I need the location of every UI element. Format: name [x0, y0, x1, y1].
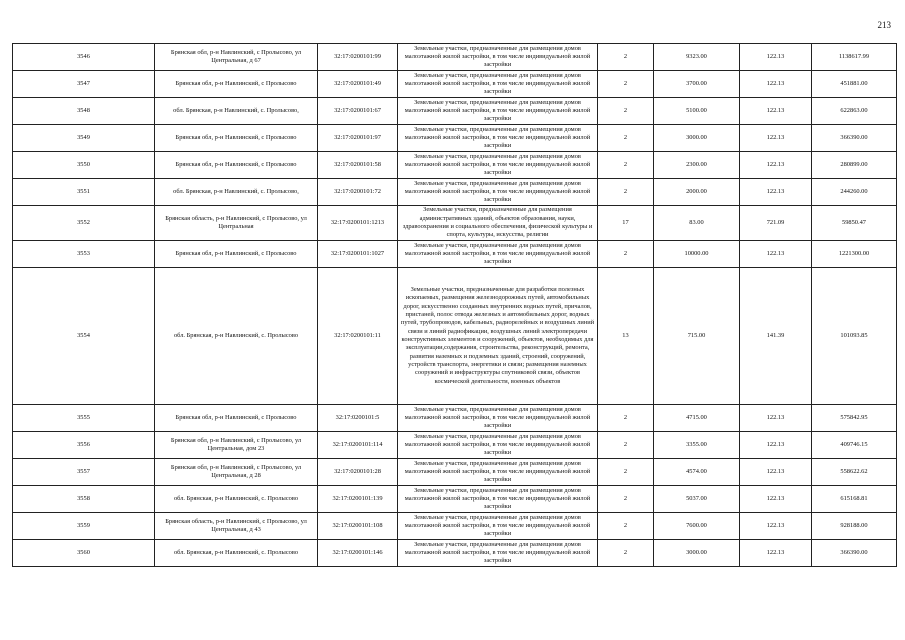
- land-use-cell: Земельные участки, предназначенные для размещения домов малоэтажной жилой застройки, в том числе индивидуальной жилой застройки: [398, 179, 598, 206]
- group-number-cell: 2: [598, 513, 654, 540]
- area-cell: 3000.00: [654, 125, 740, 152]
- cadastral-value-cell: 451881.00: [812, 71, 897, 98]
- table-row: [13, 432, 897, 459]
- group-number-cell: 2: [598, 125, 654, 152]
- area-cell: 4574.00: [654, 459, 740, 486]
- specific-value-cell: 122.13: [740, 405, 812, 432]
- table-row: [13, 268, 897, 405]
- cadastral-value-cell: 575842.95: [812, 405, 897, 432]
- cadastral-value-cell: 409746.15: [812, 432, 897, 459]
- table-row: [13, 44, 897, 71]
- cadastral-value-cell: 280899.00: [812, 152, 897, 179]
- group-number-cell: 2: [598, 98, 654, 125]
- table-row: [13, 98, 897, 125]
- cadastral-number-cell: 32:17:0200101:146: [318, 540, 398, 567]
- area-cell: 715.00: [654, 268, 740, 405]
- address-cell: Брянская обл, р-н Навлинский, с Пролысово, ул Центральная, д 67: [155, 44, 318, 71]
- specific-value-cell: 721.09: [740, 206, 812, 241]
- cadastral-number-cell: 32:17:0200101:72: [318, 179, 398, 206]
- land-use-cell: Земельные участки, предназначенные для размещения домов малоэтажной жилой застройки, в том числе индивидуальной жилой застройки: [398, 540, 598, 567]
- specific-value-cell: 122.13: [740, 98, 812, 125]
- area-cell: 3700.00: [654, 71, 740, 98]
- area-cell: 2300.00: [654, 152, 740, 179]
- land-use-cell: Земельные участки, предназначенные для размещения домов малоэтажной жилой застройки, в том числе индивидуальной жилой застройки: [398, 459, 598, 486]
- cadastral-value-cell: 558622.62: [812, 459, 897, 486]
- row-number: 3560: [13, 540, 155, 567]
- address-cell: Брянская обл, р-н Навлинский, с Пролысово: [155, 152, 318, 179]
- cadastral-value-table: [12, 43, 897, 567]
- row-number: 3547: [13, 71, 155, 98]
- row-number: 3550: [13, 152, 155, 179]
- land-use-cell: Земельные участки, предназначенные для размещения домов малоэтажной жилой застройки, в том числе индивидуальной жилой застройки: [398, 44, 598, 71]
- cadastral-number-cell: 32:17:0200101:97: [318, 125, 398, 152]
- row-number: 3555: [13, 405, 155, 432]
- cadastral-number-cell: 32:17:0200101:139: [318, 486, 398, 513]
- row-number: 3546: [13, 44, 155, 71]
- cadastral-number-cell: 32:17:0200101:49: [318, 71, 398, 98]
- specific-value-cell: 141.39: [740, 268, 812, 405]
- row-number: 3557: [13, 459, 155, 486]
- cadastral-number-cell: 32:17:0200101:67: [318, 98, 398, 125]
- specific-value-cell: 122.13: [740, 540, 812, 567]
- address-cell: Брянская обл, р-н Навлинский, с Пролысово: [155, 241, 318, 268]
- cadastral-value-cell: 615168.81: [812, 486, 897, 513]
- cadastral-value-cell: 622863.00: [812, 98, 897, 125]
- area-cell: 5037.00: [654, 486, 740, 513]
- land-use-cell: Земельные участки, предназначенные для размещения домов малоэтажной жилой застройки, в том числе индивидуальной жилой застройки: [398, 513, 598, 540]
- table-row: [13, 179, 897, 206]
- land-use-cell: Земельные участки, предназначенные для размещения домов малоэтажной жилой застройки, в том числе индивидуальной жилой застройки: [398, 405, 598, 432]
- table-row: [13, 241, 897, 268]
- land-use-cell: Земельные участки, предназначенные для размещения домов малоэтажной жилой застройки, в том числе индивидуальной жилой застройки: [398, 241, 598, 268]
- group-number-cell: 2: [598, 44, 654, 71]
- cadastral-number-cell: 32:17:0200101:58: [318, 152, 398, 179]
- specific-value-cell: 122.13: [740, 179, 812, 206]
- land-use-cell: Земельные участки, предназначенные для размещения домов малоэтажной жилой застройки, в том числе индивидуальной жилой застройки: [398, 98, 598, 125]
- group-number-cell: 2: [598, 432, 654, 459]
- area-cell: 5100.00: [654, 98, 740, 125]
- cadastral-number-cell: 32:17:0200101:114: [318, 432, 398, 459]
- table-row: [13, 459, 897, 486]
- address-cell: обл. Брянская, р-н Навлинский, с. Пролысово,: [155, 98, 318, 125]
- cadastral-value-cell: 928188.00: [812, 513, 897, 540]
- row-number: 3559: [13, 513, 155, 540]
- area-cell: 2000.00: [654, 179, 740, 206]
- specific-value-cell: 122.13: [740, 486, 812, 513]
- group-number-cell: 2: [598, 486, 654, 513]
- row-number: 3551: [13, 179, 155, 206]
- address-cell: обл. Брянская, р-н Навлинский, с. Пролысово: [155, 268, 318, 405]
- specific-value-cell: 122.13: [740, 71, 812, 98]
- address-cell: обл. Брянская, р-н Навлинский, с. Пролысово: [155, 486, 318, 513]
- cadastral-number-cell: 32:17:0200101:5: [318, 405, 398, 432]
- table-row: [13, 540, 897, 567]
- cadastral-number-cell: 32:17:0200101:11: [318, 268, 398, 405]
- row-number: 3554: [13, 268, 155, 405]
- area-cell: 4715.00: [654, 405, 740, 432]
- cadastral-value-cell: 366390.00: [812, 540, 897, 567]
- address-cell: обл. Брянская, р-н Навлинский, с. Пролысово,: [155, 179, 318, 206]
- specific-value-cell: 122.13: [740, 241, 812, 268]
- group-number-cell: 2: [598, 405, 654, 432]
- row-number: 3552: [13, 206, 155, 241]
- cadastral-number-cell: 32:17:0200101:28: [318, 459, 398, 486]
- row-number: 3548: [13, 98, 155, 125]
- address-cell: Брянская область, р-н Навлинский, с Пролысово, ул Центральная, д 43: [155, 513, 318, 540]
- cadastral-number-cell: 32:17:0200101:99: [318, 44, 398, 71]
- group-number-cell: 2: [598, 179, 654, 206]
- table-row: [13, 206, 897, 241]
- specific-value-cell: 122.13: [740, 152, 812, 179]
- table-row: [13, 405, 897, 432]
- address-cell: обл. Брянская, р-н Навлинский, с. Пролысово: [155, 540, 318, 567]
- area-cell: 10000.00: [654, 241, 740, 268]
- land-use-cell: Земельные участки, предназначенные для размещения административных зданий, объектов образования, науки, здравоохранения и социального обеспечения, физической культуры и спорта, культуры, искусства, религии: [398, 206, 598, 241]
- group-number-cell: 13: [598, 268, 654, 405]
- row-number: 3549: [13, 125, 155, 152]
- cadastral-value-cell: 101093.85: [812, 268, 897, 405]
- land-use-cell: Земельные участки, предназначенные для размещения домов малоэтажной жилой застройки, в том числе индивидуальной жилой застройки: [398, 71, 598, 98]
- table-row: [13, 71, 897, 98]
- address-cell: Брянская обл, р-н Навлинский, с Пролысово: [155, 71, 318, 98]
- cadastral-value-cell: 59850.47: [812, 206, 897, 241]
- cadastral-value-cell: 1221300.00: [812, 241, 897, 268]
- cadastral-number-cell: 32:17:0200101:1027: [318, 241, 398, 268]
- area-cell: 3355.00: [654, 432, 740, 459]
- cadastral-value-cell: 1138617.99: [812, 44, 897, 71]
- group-number-cell: 2: [598, 540, 654, 567]
- group-number-cell: 2: [598, 71, 654, 98]
- cadastral-number-cell: 32:17:0200101:1213: [318, 206, 398, 241]
- land-use-cell: Земельные участки, предназначенные для размещения домов малоэтажной жилой застройки, в том числе индивидуальной жилой застройки: [398, 125, 598, 152]
- cadastral-number-cell: 32:17:0200101:108: [318, 513, 398, 540]
- table-row: [13, 486, 897, 513]
- group-number-cell: 2: [598, 241, 654, 268]
- row-number: 3553: [13, 241, 155, 268]
- address-cell: Брянская обл, р-н Навлинский, с Пролысово, ул Центральная, дом 23: [155, 432, 318, 459]
- land-use-cell: Земельные участки, предназначенные для размещения домов малоэтажной жилой застройки, в том числе индивидуальной жилой застройки: [398, 432, 598, 459]
- specific-value-cell: 122.13: [740, 459, 812, 486]
- address-cell: Брянская область, р-н Навлинский, с Пролысово, ул Центральная: [155, 206, 318, 241]
- cadastral-value-cell: 244260.00: [812, 179, 897, 206]
- table-row: [13, 125, 897, 152]
- address-cell: Брянская обл, р-н Навлинский, с Пролысово, ул Центральная, д 28: [155, 459, 318, 486]
- group-number-cell: 17: [598, 206, 654, 241]
- address-cell: Брянская обл, р-н Навлинский, с Пролысово: [155, 125, 318, 152]
- area-cell: 9323.00: [654, 44, 740, 71]
- address-cell: Брянская обл, р-н Навлинский, с Пролысово: [155, 405, 318, 432]
- group-number-cell: 2: [598, 459, 654, 486]
- land-use-cell: Земельные участки, предназначенные для разработки полезных ископаемых, размещения железнодорожных путей, автомобильных дорог, искусственно созданных внутренних водных путей, причалов, пристаней, полос отвода железных и автомобильных дорог, водных путей, трубопроводов, кабельных, радиорелейных и воздушных линий связи и линий радиофикации, воздушных линий электропередачи конструктивных элементов и сооружений, объектов, необходимых для эксплуатации,содержания, строительства, реконструкций, ремонта, развития наземных и подземных зданий, строений, сооружений, устройств транспорта, энергетики и связи; размещения наземных сооружений и инфраструктуры спутниковой связи, объектов космической деятельности, военных объектов: [398, 268, 598, 405]
- specific-value-cell: 122.13: [740, 513, 812, 540]
- area-cell: 83.00: [654, 206, 740, 241]
- specific-value-cell: 122.13: [740, 125, 812, 152]
- row-number: 3558: [13, 486, 155, 513]
- table-row: [13, 152, 897, 179]
- row-number: 3556: [13, 432, 155, 459]
- table-row: [13, 513, 897, 540]
- area-cell: 7600.00: [654, 513, 740, 540]
- group-number-cell: 2: [598, 152, 654, 179]
- land-use-cell: Земельные участки, предназначенные для размещения домов малоэтажной жилой застройки, в том числе индивидуальной жилой застройки: [398, 152, 598, 179]
- page-number: 213: [877, 20, 891, 30]
- specific-value-cell: 122.13: [740, 432, 812, 459]
- specific-value-cell: 122.13: [740, 44, 812, 71]
- area-cell: 3000.00: [654, 540, 740, 567]
- cadastral-value-cell: 366390.00: [812, 125, 897, 152]
- land-use-cell: Земельные участки, предназначенные для размещения домов малоэтажной жилой застройки, в том числе индивидуальной жилой застройки: [398, 486, 598, 513]
